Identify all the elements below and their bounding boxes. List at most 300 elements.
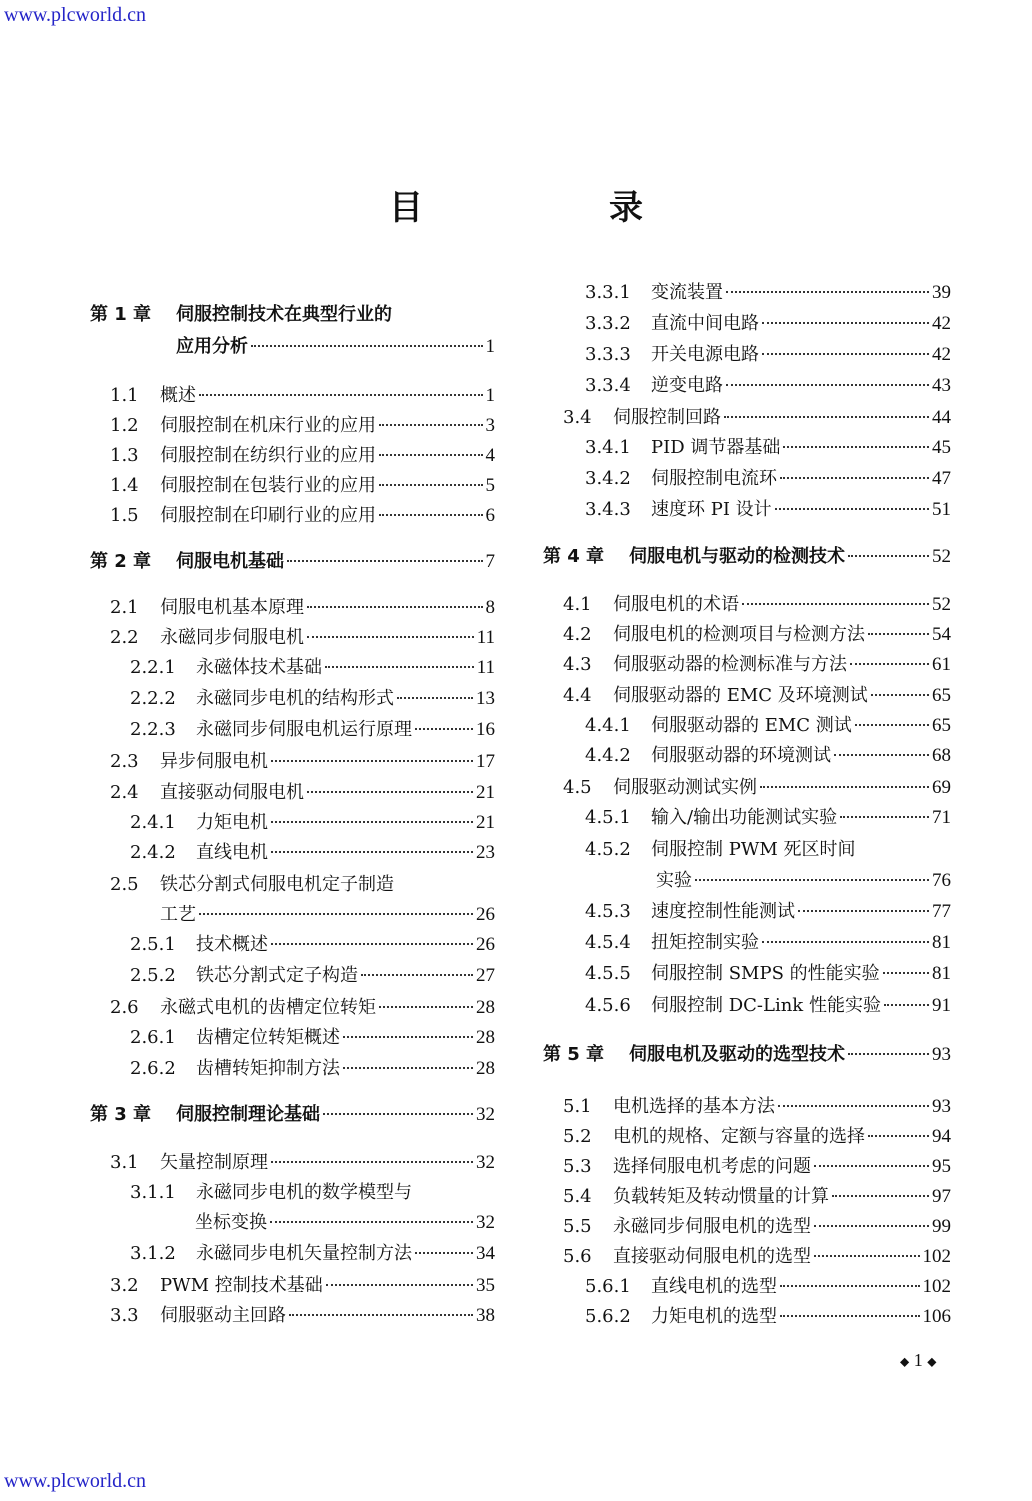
dot-leader [379,484,483,486]
toc-entry[interactable] [585,312,951,336]
toc-entry-number: 5.6.2 [585,1306,631,1327]
toc-entry-title: 永磁体技术基础 [196,657,322,678]
toc-entry-number: 2.4.1 [130,812,176,833]
toc-entry-number: 3.3 [110,1305,139,1326]
toc-entry-title: 速度环 PI 设计 [651,499,772,520]
toc-entry-title: 伺服控制 PWM 死区时间 [651,839,856,860]
toc-entry-number: 2.5.2 [130,965,176,986]
toc-entry-page: 42 [932,344,951,365]
toc-entry-title: 伺服控制 DC-Link 性能实验 [651,995,881,1016]
toc-entry[interactable] [110,1151,495,1175]
toc-entry-page: 8 [485,597,495,618]
dot-leader [326,1284,473,1286]
dot-leader [814,1165,929,1167]
toc-entry[interactable] [656,869,951,893]
toc-entry-page: 81 [932,963,951,984]
toc-entry-title: 永磁式电机的齿槽定位转矩 [160,997,376,1018]
toc-entry-number: 3.4.1 [585,437,631,458]
toc-entry[interactable] [110,626,495,650]
dot-leader [855,724,929,726]
toc-entry-number: 1.5 [110,505,139,526]
toc-entry[interactable] [563,593,951,617]
dot-leader [762,353,929,355]
toc-entry[interactable] [585,1305,951,1329]
toc-entry-title: 永磁同步伺服电机的选型 [613,1216,811,1237]
toc-entry[interactable] [130,718,495,742]
toc-entry-number: 4.5.2 [585,839,631,860]
toc-entry-page: 23 [476,842,495,863]
toc-entry-number: 4.3 [563,654,592,675]
dot-leader [271,821,473,823]
toc-entry-page: 26 [476,934,495,955]
toc-entry-page: 68 [932,745,951,766]
toc-entry[interactable] [130,1026,495,1050]
toc-entry-number: 3.1 [110,1152,139,1173]
toc-entry-page: 6 [485,505,495,526]
toc-entry-title: 永磁同步伺服电机运行原理 [196,719,412,740]
toc-entry-title: 永磁同步电机的数学模型与 [196,1182,412,1203]
toc-entry-page: 38 [476,1305,495,1326]
toc-entry[interactable] [110,1304,495,1328]
toc-entry-page: 5 [485,475,495,496]
toc-entry-page: 42 [932,313,951,334]
toc-entry-page: 81 [932,932,951,953]
toc-entry-title: 伺服电机与驱动的检测技术 [629,546,845,567]
dot-leader [883,972,929,974]
toc-entry[interactable] [110,996,495,1020]
toc-entry-page: 102 [922,1246,951,1267]
dot-leader [379,1006,473,1008]
toc-entry-title: 永磁同步伺服电机 [160,627,304,648]
dot-leader [850,663,929,665]
toc-entry-number: 5.6.1 [585,1276,631,1297]
toc-entry[interactable] [563,653,951,677]
toc-entry[interactable] [130,656,495,680]
toc-entry[interactable] [585,806,951,830]
toc-entry-page: 102 [922,1276,951,1297]
toc-entry-number: 2.3 [110,751,139,772]
toc-entry-page: 51 [932,499,951,520]
toc-entry[interactable] [130,1181,495,1205]
toc-entry-title: 直线电机 [196,842,268,863]
toc-entry-title: 伺服驱动主回路 [160,1305,286,1326]
toc-entry-title: 伺服电机及驱动的选型技术 [629,1044,845,1065]
toc-entry-page: 93 [932,1096,951,1117]
page-title: 目 录 [389,188,719,228]
dot-leader [287,560,483,562]
dot-leader [199,394,483,396]
dot-leader [783,446,929,448]
toc-entry-title: 伺服控制在印刷行业的应用 [160,505,376,526]
toc-entry-title: 电机的规格、定额与容量的选择 [613,1126,865,1147]
toc-entry-title: 扭矩控制实验 [651,932,759,953]
dot-leader [780,477,929,479]
toc-entry-page: 28 [476,1027,495,1048]
dot-leader [726,291,929,293]
toc-entry-page: 27 [476,965,495,986]
dot-leader [289,1314,473,1316]
toc-entry-number: 第 5 章 [543,1044,605,1065]
toc-entry-page: 32 [476,1212,495,1233]
toc-entry[interactable] [563,684,951,708]
toc-entry-number: 1.2 [110,415,139,436]
toc-entry-title: 伺服驱动器的环境测试 [651,745,831,766]
dot-leader [379,424,483,426]
dot-leader [695,879,929,881]
toc-entry-number: 4.2 [563,624,592,645]
toc-entry[interactable] [110,781,495,805]
toc-entry-page: 91 [932,995,951,1016]
dot-leader [840,816,929,818]
toc-entry[interactable] [585,281,951,305]
toc-entry-title: 伺服驱动器的 EMC 及环境测试 [613,685,868,706]
toc-entry-page: 39 [932,282,951,303]
dot-leader [814,1255,920,1257]
toc-entry-number: 3.3.3 [585,344,631,365]
toc-entry-number: 第 2 章 [90,551,152,572]
toc-entry-page: 32 [476,1152,495,1173]
toc-entry-page: 35 [476,1275,495,1296]
toc-entry-title: 伺服电机的术语 [613,594,739,615]
toc-entry-page: 4 [485,445,495,466]
toc-entry-title: 技术概述 [196,934,268,955]
toc-entry-page: 54 [932,624,951,645]
toc-entry-page: 76 [932,870,951,891]
dot-leader [307,606,483,608]
toc-entry-title: 铁芯分割式伺服电机定子制造 [160,874,394,895]
toc-entry-page: 52 [932,546,951,567]
toc-entry-page: 3 [485,415,495,436]
toc-entry-title: 伺服驱动器的检测标准与方法 [613,654,847,675]
toc-entry-page: 94 [932,1126,951,1147]
toc-entry-title: 应用分析 [176,336,248,357]
toc-entry[interactable] [563,1095,951,1119]
toc-entry-page: 28 [476,997,495,1018]
toc-entry-title: 力矩电机 [196,812,268,833]
toc-entry-title: 选择伺服电机考虑的问题 [613,1156,811,1177]
dot-leader [307,791,473,793]
dot-leader [323,1113,473,1115]
toc-entry-title: 伺服控制理论基础 [176,1104,320,1125]
toc-entry-number: 2.6.1 [130,1027,176,1048]
toc-entry[interactable] [585,374,951,398]
toc-entry-page: 1 [485,385,495,406]
toc-entry-page: 71 [932,807,951,828]
toc-entry-title: 电机选择的基本方法 [613,1096,775,1117]
toc-entry[interactable] [585,467,951,491]
toc-entry-number: 5.6 [563,1246,592,1267]
dot-leader [868,633,929,635]
toc-entry[interactable] [110,1274,495,1298]
toc-entry-page: 99 [932,1216,951,1237]
dot-leader [848,555,929,557]
toc-entry-title: 逆变电路 [651,375,723,396]
toc-entry[interactable] [563,623,951,647]
toc-entry-title: 异步伺服电机 [160,751,268,772]
toc-entry-title: 伺服驱动器的 EMC 测试 [651,715,852,736]
toc-entry-number: 3.4 [563,407,592,428]
toc-entry[interactable] [176,335,495,359]
watermark-bottom: www.plcworld.cn [4,1470,147,1492]
toc-entry-title: PID 调节器基础 [651,437,781,458]
dot-leader [868,1135,929,1137]
toc-entry-number: 2.4 [110,782,139,803]
toc-entry-page: 21 [476,782,495,803]
dot-leader [270,1221,473,1223]
toc-entry-title: 开关电源电路 [651,344,759,365]
toc-entry-title: 伺服电机基础 [176,551,284,572]
toc-entry-number: 4.5.1 [585,807,631,828]
dot-leader [832,1195,929,1197]
toc-entry[interactable] [110,504,495,528]
dot-leader [775,508,929,510]
toc-entry-page: 21 [476,812,495,833]
toc-entry[interactable] [195,1211,495,1235]
toc-entry[interactable] [585,714,951,738]
dot-leader [780,1315,920,1317]
dot-leader [325,666,474,668]
toc-entry[interactable] [585,962,951,986]
toc-entry-number: 1.3 [110,445,139,466]
toc-entry[interactable] [110,414,495,438]
toc-entry-page: 34 [476,1243,495,1264]
toc-entry-number: 5.3 [563,1156,592,1177]
dot-leader [343,1036,473,1038]
toc-entry-number: 3.3.1 [585,282,631,303]
dot-leader [780,1285,920,1287]
dot-leader [742,603,929,605]
toc-entry-page: 43 [932,375,951,396]
toc-entry-number: 4.5.4 [585,932,631,953]
toc-entry[interactable] [90,303,495,327]
dot-leader [762,322,929,324]
toc-entry-page: 11 [476,657,495,678]
toc-entry-number: 4.5.5 [585,963,631,984]
toc-entry[interactable] [563,1185,951,1209]
toc-entry-title: PWM 控制技术基础 [160,1275,323,1296]
toc-entry[interactable] [563,776,951,800]
toc-entry-page: 32 [476,1104,495,1125]
toc-entry-title: 直接驱动伺服电机 [160,782,304,803]
diamond-left-icon: ◆ [900,1354,910,1369]
toc-entry[interactable] [110,384,495,408]
toc-entry-number: 1.4 [110,475,139,496]
toc-entry[interactable] [563,1245,951,1269]
toc-entry-page: 69 [932,777,951,798]
toc-entry[interactable] [585,994,951,1018]
toc-entry-title: 永磁同步电机矢量控制方法 [196,1243,412,1264]
toc-entry-title: 直线电机的选型 [651,1276,777,1297]
dot-leader [361,974,473,976]
toc-entry-page: 17 [476,751,495,772]
toc-entry-title: 伺服控制技术在典型行业的 [176,304,392,325]
toc-entry-page: 93 [932,1044,951,1065]
dot-leader [379,454,483,456]
toc-entry-title: 伺服驱动测试实例 [613,777,757,798]
toc-entry[interactable] [543,545,951,569]
toc-entry-title: 变流装置 [651,282,723,303]
toc-entry-number: 2.5 [110,874,139,895]
page-number [900,1350,936,1371]
toc-entry-page: 77 [932,901,951,922]
toc-entry-page: 28 [476,1058,495,1079]
toc-entry-page: 16 [476,719,495,740]
toc-entry-number: 2.2.2 [130,688,176,709]
toc-entry-page: 52 [932,594,951,615]
toc-entry[interactable] [130,1057,495,1081]
toc-entry-number: 2.2.1 [130,657,176,678]
dot-leader [778,1105,929,1107]
toc-entry-number: 2.4.2 [130,842,176,863]
toc-entry-page: 13 [476,688,495,709]
toc-entry-title: 直接驱动伺服电机的选型 [613,1246,811,1267]
toc-entry-title: 伺服控制电流环 [651,468,777,489]
toc-entry[interactable] [563,1125,951,1149]
toc-entry-title: 伺服控制在纺织行业的应用 [160,445,376,466]
toc-entry-number: 4.4.1 [585,715,631,736]
dot-leader [397,697,473,699]
toc-entry-page: 7 [485,551,495,572]
toc-entry-number: 第 4 章 [543,546,605,567]
toc-entry-number: 2.5.1 [130,934,176,955]
toc-entry-number: 4.1 [563,594,592,615]
toc-entry-title: 速度控制性能测试 [651,901,795,922]
dot-leader [884,1004,929,1006]
toc-entry-number: 1.1 [110,385,139,406]
dot-leader [271,1161,473,1163]
dot-leader [379,514,483,516]
toc-entry[interactable] [585,1275,951,1299]
toc-entry[interactable] [90,550,495,574]
toc-entry[interactable] [585,931,951,955]
toc-entry-page: 61 [932,654,951,675]
toc-entry[interactable] [130,933,495,957]
toc-entry-number: 第 3 章 [90,1104,152,1125]
toc-entry-number: 第 1 章 [90,304,152,325]
toc-entry-page: 45 [932,437,951,458]
toc-entry-page: 1 [485,336,495,357]
watermark-top: www.plcworld.cn [4,4,147,26]
toc-entry-title: 概述 [160,385,196,406]
toc-entry[interactable] [160,903,495,927]
toc-entry[interactable] [585,436,951,460]
toc-entry-title: 伺服控制回路 [613,407,721,428]
toc-entry[interactable] [543,1043,951,1067]
toc-entry[interactable] [585,343,951,367]
dot-leader [762,941,929,943]
dot-leader [271,760,473,762]
toc-entry[interactable] [563,1155,951,1179]
diamond-right-icon: ◆ [927,1354,937,1369]
dot-leader [871,694,929,696]
toc-entry-page: 26 [476,904,495,925]
dot-leader [798,910,929,912]
toc-entry-number: 3.1.1 [130,1182,176,1203]
toc-entry-title: 齿槽转矩抑制方法 [196,1058,340,1079]
dot-leader [760,786,929,788]
toc-entry-title: 伺服控制在机床行业的应用 [160,415,376,436]
toc-entry-title: 负载转矩及转动惯量的计算 [613,1186,829,1207]
toc-entry-title: 伺服电机基本原理 [160,597,304,618]
page-number-value: 1 [913,1350,923,1370]
toc-entry-page: 11 [476,627,495,648]
toc-entry[interactable] [110,444,495,468]
toc-entry-title: 伺服控制在包装行业的应用 [160,475,376,496]
toc-entry-title: 输入/输出功能测试实验 [651,807,838,828]
toc-entry-number: 2.2 [110,627,139,648]
toc-entry-title: 铁芯分割式定子构造 [196,965,358,986]
dot-leader [724,416,929,418]
toc-entry[interactable] [90,1103,495,1127]
toc-entry-number: 5.2 [563,1126,592,1147]
toc-entry[interactable] [563,406,951,430]
toc-entry-number: 3.3.4 [585,375,631,396]
toc-entry-title: 工艺 [160,904,196,925]
toc-entry-number: 4.5.3 [585,901,631,922]
toc-entry-number: 3.4.2 [585,468,631,489]
toc-entry-title: 实验 [656,870,692,891]
toc-entry[interactable] [130,964,495,988]
toc-entry[interactable] [585,498,951,522]
toc-entry-title: 直流中间电路 [651,313,759,334]
toc-entry-number: 4.4 [563,685,592,706]
toc-entry-number: 3.1.2 [130,1243,176,1264]
toc-entry[interactable] [110,873,495,897]
toc-entry[interactable] [130,841,495,865]
dot-leader [199,913,473,915]
toc-entry-page: 97 [932,1186,951,1207]
dot-leader [271,943,473,945]
toc-entry[interactable] [563,1215,951,1239]
toc-entry-title: 永磁同步电机的结构形式 [196,688,394,709]
dot-leader [415,728,473,730]
toc-entry-number: 5.4 [563,1186,592,1207]
toc-entry-title: 齿槽定位转矩概述 [196,1027,340,1048]
toc-entry[interactable] [585,838,951,862]
toc-entry-title: 坐标变换 [195,1212,267,1233]
dot-leader [343,1067,473,1069]
toc-entry-title: 伺服电机的检测项目与检测方法 [613,624,865,645]
toc-entry-title: 伺服控制 SMPS 的性能实验 [651,963,880,984]
toc-entry-number: 4.5 [563,777,592,798]
dot-leader [848,1053,929,1055]
toc-entry-number: 3.3.2 [585,313,631,334]
toc-entry[interactable] [130,1242,495,1266]
toc-entry-number: 2.2.3 [130,719,176,740]
toc-entry-page: 47 [932,468,951,489]
toc-entry[interactable] [585,744,951,768]
toc-entry-title: 力矩电机的选型 [651,1306,777,1327]
toc-entry[interactable] [130,811,495,835]
toc-entry-number: 3.4.3 [585,499,631,520]
toc-entry[interactable] [130,687,495,711]
dot-leader [814,1225,929,1227]
toc-entry[interactable] [110,474,495,498]
toc-entry[interactable] [110,596,495,620]
dot-leader [271,851,473,853]
dot-leader [415,1252,473,1254]
dot-leader [307,636,474,638]
toc-entry-number: 3.2 [110,1275,139,1296]
dot-leader [834,754,929,756]
toc-entry-title: 矢量控制原理 [160,1152,268,1173]
toc-entry[interactable] [110,750,495,774]
toc-entry-number: 2.1 [110,597,139,618]
toc-entry-page: 106 [922,1306,951,1327]
toc-entry-number: 5.1 [563,1096,592,1117]
toc-entry-page: 65 [932,685,951,706]
toc-entry[interactable] [585,900,951,924]
